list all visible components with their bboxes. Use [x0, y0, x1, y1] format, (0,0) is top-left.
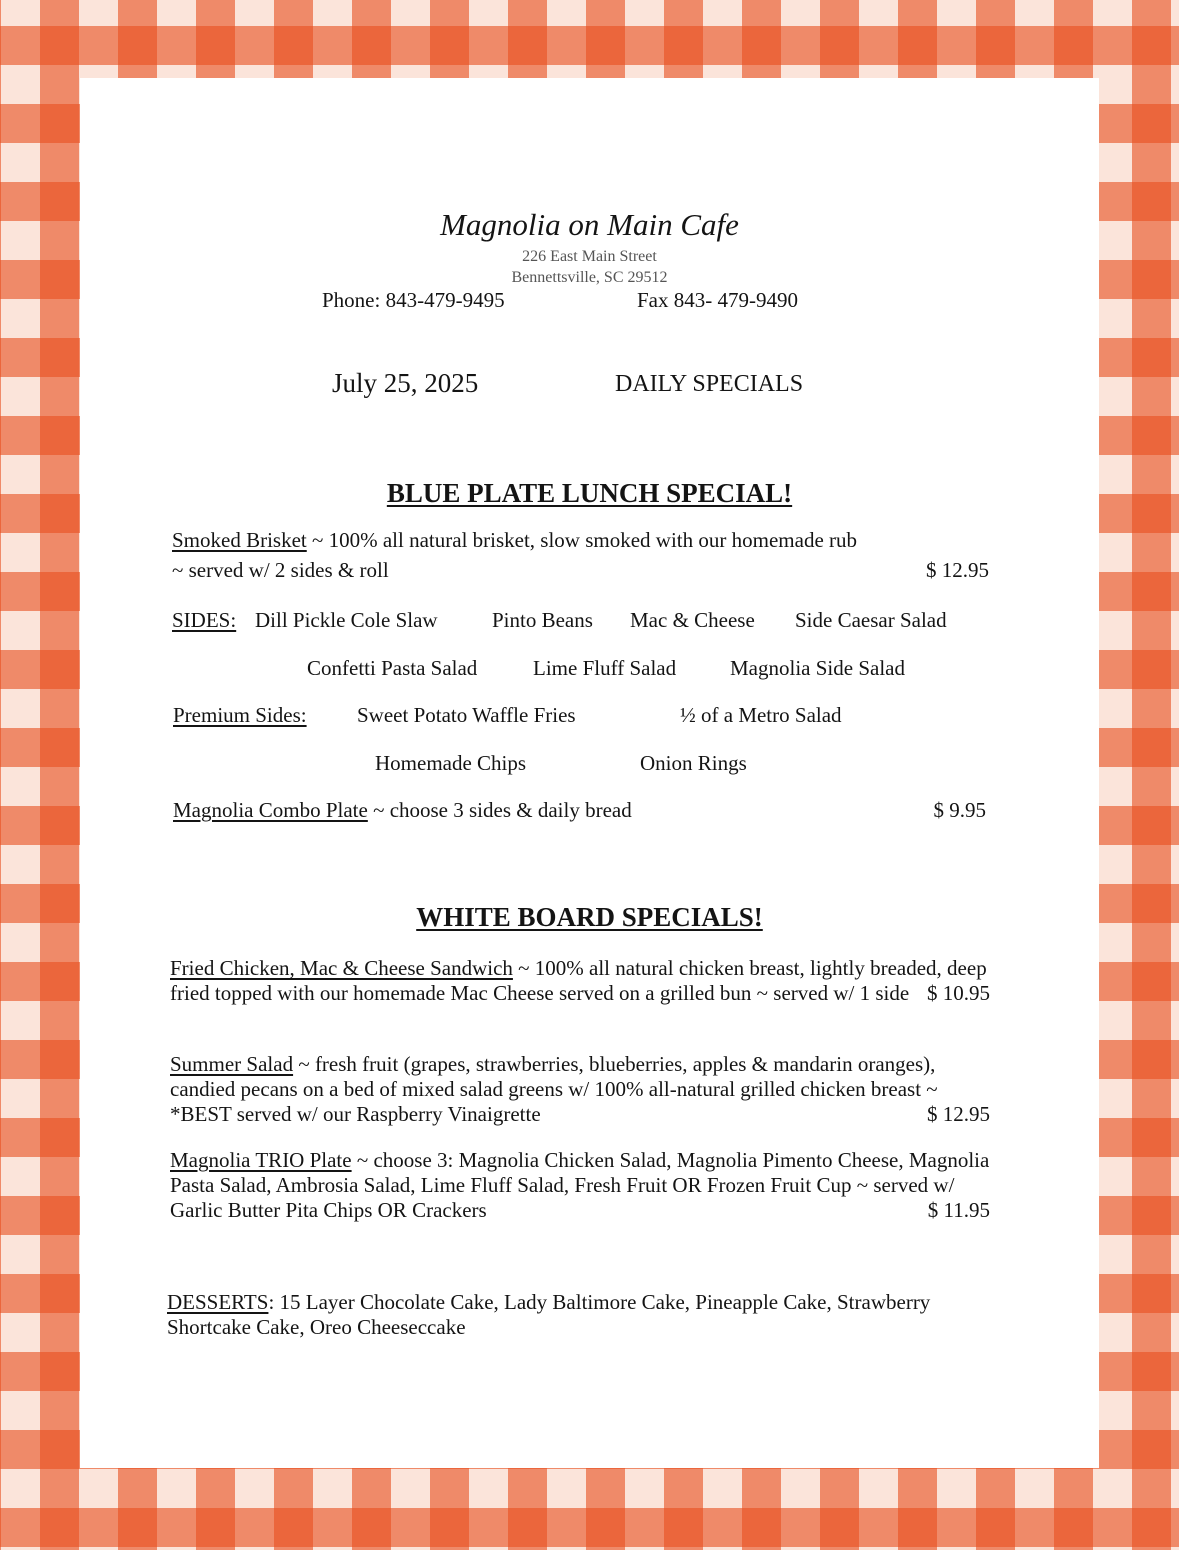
brisket-desc-1: ~ 100% all natural brisket, slow smoked with our homemade rub: [306, 528, 858, 552]
cafe-city: Bennettsville, SC 29512: [511, 269, 668, 286]
desserts-label: DESSERTS: [167, 1290, 269, 1314]
menu-item: [170, 1148, 990, 1223]
side-item: Confetti Pasta Salad: [307, 656, 478, 680]
item-name: Magnolia TRIO Plate: [170, 1148, 352, 1172]
cafe-phone: Phone: 843-479-9495: [322, 288, 505, 312]
brisket-name: Smoked Brisket: [172, 528, 307, 552]
menu-item: [170, 1052, 990, 1127]
item-name: Summer Salad: [170, 1052, 294, 1076]
premium-side-item: Sweet Potato Waffle Fries: [357, 703, 576, 727]
side-item: Magnolia Side Salad: [730, 656, 905, 680]
item-price: $ 12.95: [927, 1102, 990, 1126]
item-price: $ 11.95: [927, 1198, 990, 1222]
premium-side-item: Onion Rings: [640, 751, 747, 775]
combo-line: [173, 798, 632, 823]
item-desc: ~ 100% all natural chicken breast, lightly breaded, deep fried topped with our homemade Mac Cheese served on a grilled bun ~ served w/ 1 side: [170, 956, 987, 1005]
brisket-desc-2: ~ served w/ 2 sides & roll: [172, 558, 389, 582]
premium-side-item: ½ of a Metro Salad: [680, 703, 842, 727]
blue-plate-title: BLUE PLATE LUNCH SPECIAL!: [386, 478, 793, 508]
combo-name: Magnolia Combo Plate: [173, 798, 368, 822]
desserts-text: : 15 Layer Chocolate Cake, Lady Baltimore Cake, Pineapple Cake, Strawberry Shortcake Cake, Oreo Cheeseccake: [167, 1290, 931, 1339]
side-item: Side Caesar Salad: [795, 608, 947, 632]
premium-sides-label: Premium Sides:: [173, 703, 307, 727]
combo-price: $ 9.95: [933, 798, 986, 822]
item-price: $ 10.95: [927, 981, 990, 1005]
desserts-block: [167, 1290, 947, 1340]
brisket-line-1: [172, 528, 857, 553]
side-item: Mac & Cheese: [630, 608, 755, 632]
item-name: Fried Chicken, Mac & Cheese Sandwich: [170, 956, 513, 980]
brisket-price: $ 12.95: [926, 558, 989, 582]
daily-specials-heading: DAILY SPECIALS: [615, 371, 804, 397]
menu-item: [170, 956, 990, 1006]
item-desc: ~ choose 3: Magnolia Chicken Salad, Magnolia Pimento Cheese, Magnolia Pasta Salad, Ambrosia Salad, Lime Fluff Salad, Fresh Fruit OR Frozen Fruit Cup ~ served w/ Garlic Butter Pita Chips OR Crackers: [170, 1148, 990, 1222]
menu-paper: [80, 78, 1099, 1468]
premium-side-item: Homemade Chips: [375, 751, 527, 775]
side-item: Pinto Beans: [492, 608, 593, 632]
cafe-fax: Fax 843- 479-9490: [637, 288, 798, 312]
item-desc: ~ fresh fruit (grapes, strawberries, blueberries, apples & mandarin oranges), candied pecans on a bed of mixed salad greens w/ 100% all-natural grilled chicken breast ~ *BEST served w/ our Raspberry Vinaigrette: [170, 1052, 938, 1126]
side-item: Dill Pickle Cole Slaw: [255, 608, 438, 632]
cafe-street: 226 East Main Street: [522, 248, 657, 265]
sides-label: SIDES:: [172, 608, 237, 632]
white-board-title: WHITE BOARD SPECIALS!: [416, 902, 763, 932]
combo-desc: ~ choose 3 sides & daily bread: [367, 798, 632, 822]
cafe-name: Magnolia on Main Cafe: [440, 207, 739, 242]
side-item: Lime Fluff Salad: [533, 656, 677, 680]
menu-date: July 25, 2025: [332, 368, 479, 398]
